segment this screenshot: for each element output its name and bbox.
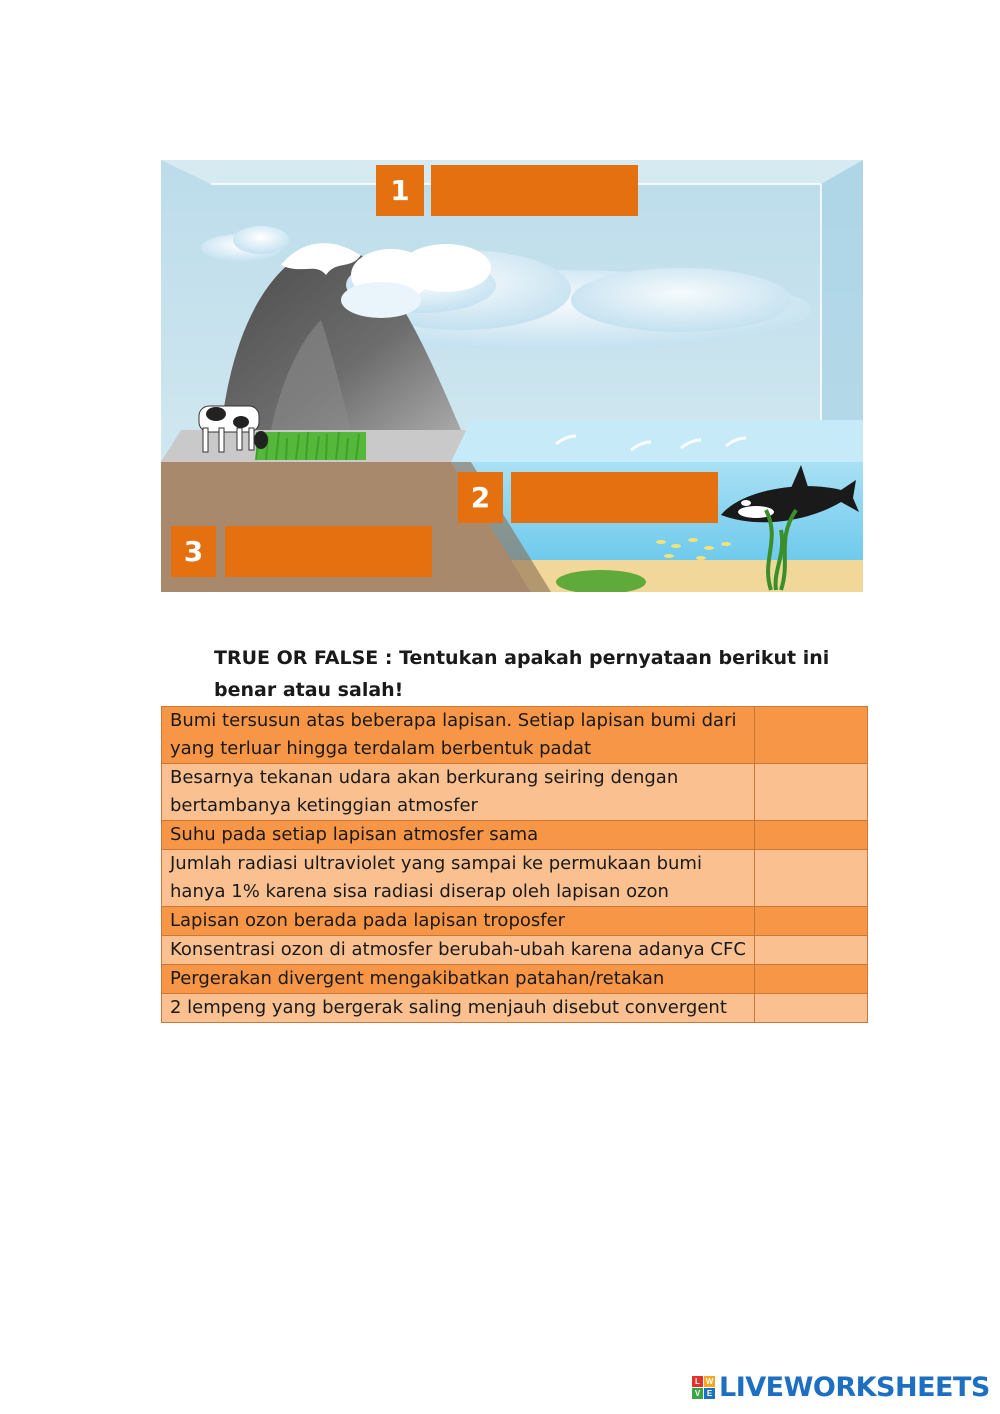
label-2-number: 2 [458, 472, 503, 523]
ocean-surface [451, 420, 863, 462]
quiz-heading: TRUE OR FALSE : Tentukan apakah pernyataan berikut ini benar atau salah! [214, 647, 830, 701]
earth-layers-illustration [161, 160, 863, 592]
answer-cell[interactable] [755, 965, 868, 994]
answer-cell[interactable] [755, 907, 868, 936]
statement-cell: Suhu pada setiap lapisan atmosfer sama [162, 821, 755, 850]
statement-cell: Besarnya tekanan udara akan berkurang seiring dengan bertambanya ketinggian atmosfer [162, 764, 755, 821]
answer-cell[interactable] [755, 764, 868, 821]
statement-cell: Bumi tersusun atas beberapa lapisan. Setiap lapisan bumi dari yang terluar hingga terdalam berbentuk padat [162, 707, 755, 764]
table-row [162, 764, 868, 821]
statement-cell: 2 lempeng yang bergerak saling menjauh disebut convergent [162, 994, 755, 1023]
label-3-number: 3 [171, 526, 216, 577]
liveworksheets-wordmark: LIVEWORKSHEETS [719, 1372, 990, 1403]
grass [256, 432, 366, 460]
table-row [162, 821, 868, 850]
label-3-answer-box[interactable] [225, 526, 432, 577]
statement-cell: Jumlah radiasi ultraviolet yang sampai ke permukaan bumi hanya 1% karena sisa radiasi diserap oleh lapisan ozon [162, 850, 755, 907]
table-row [162, 965, 868, 994]
label-1-answer-box[interactable] [431, 165, 638, 216]
sky-box-right-edge [821, 160, 863, 420]
table-row [162, 850, 868, 907]
statement-cell: Lapisan ozon berada pada lapisan troposfer [162, 907, 755, 936]
true-false-table [161, 706, 868, 1023]
label-2-answer-box[interactable] [511, 472, 718, 523]
answer-cell[interactable] [755, 994, 868, 1023]
table-row [162, 707, 868, 764]
table-row [162, 907, 868, 936]
label-1-number: 1 [376, 165, 424, 216]
liveworksheets-brand [692, 1372, 990, 1403]
answer-cell[interactable] [755, 936, 868, 965]
answer-cell[interactable] [755, 850, 868, 907]
table-row [162, 994, 868, 1023]
table-row [162, 936, 868, 965]
liveworksheets-logo-icon: L W V E [692, 1376, 715, 1399]
answer-cell[interactable] [755, 707, 868, 764]
statement-cell: Pergerakan divergent mengakibatkan patahan/retakan [162, 965, 755, 994]
answer-cell[interactable] [755, 821, 868, 850]
statement-cell: Konsentrasi ozon di atmosfer berubah-ubah karena adanya CFC [162, 936, 755, 965]
